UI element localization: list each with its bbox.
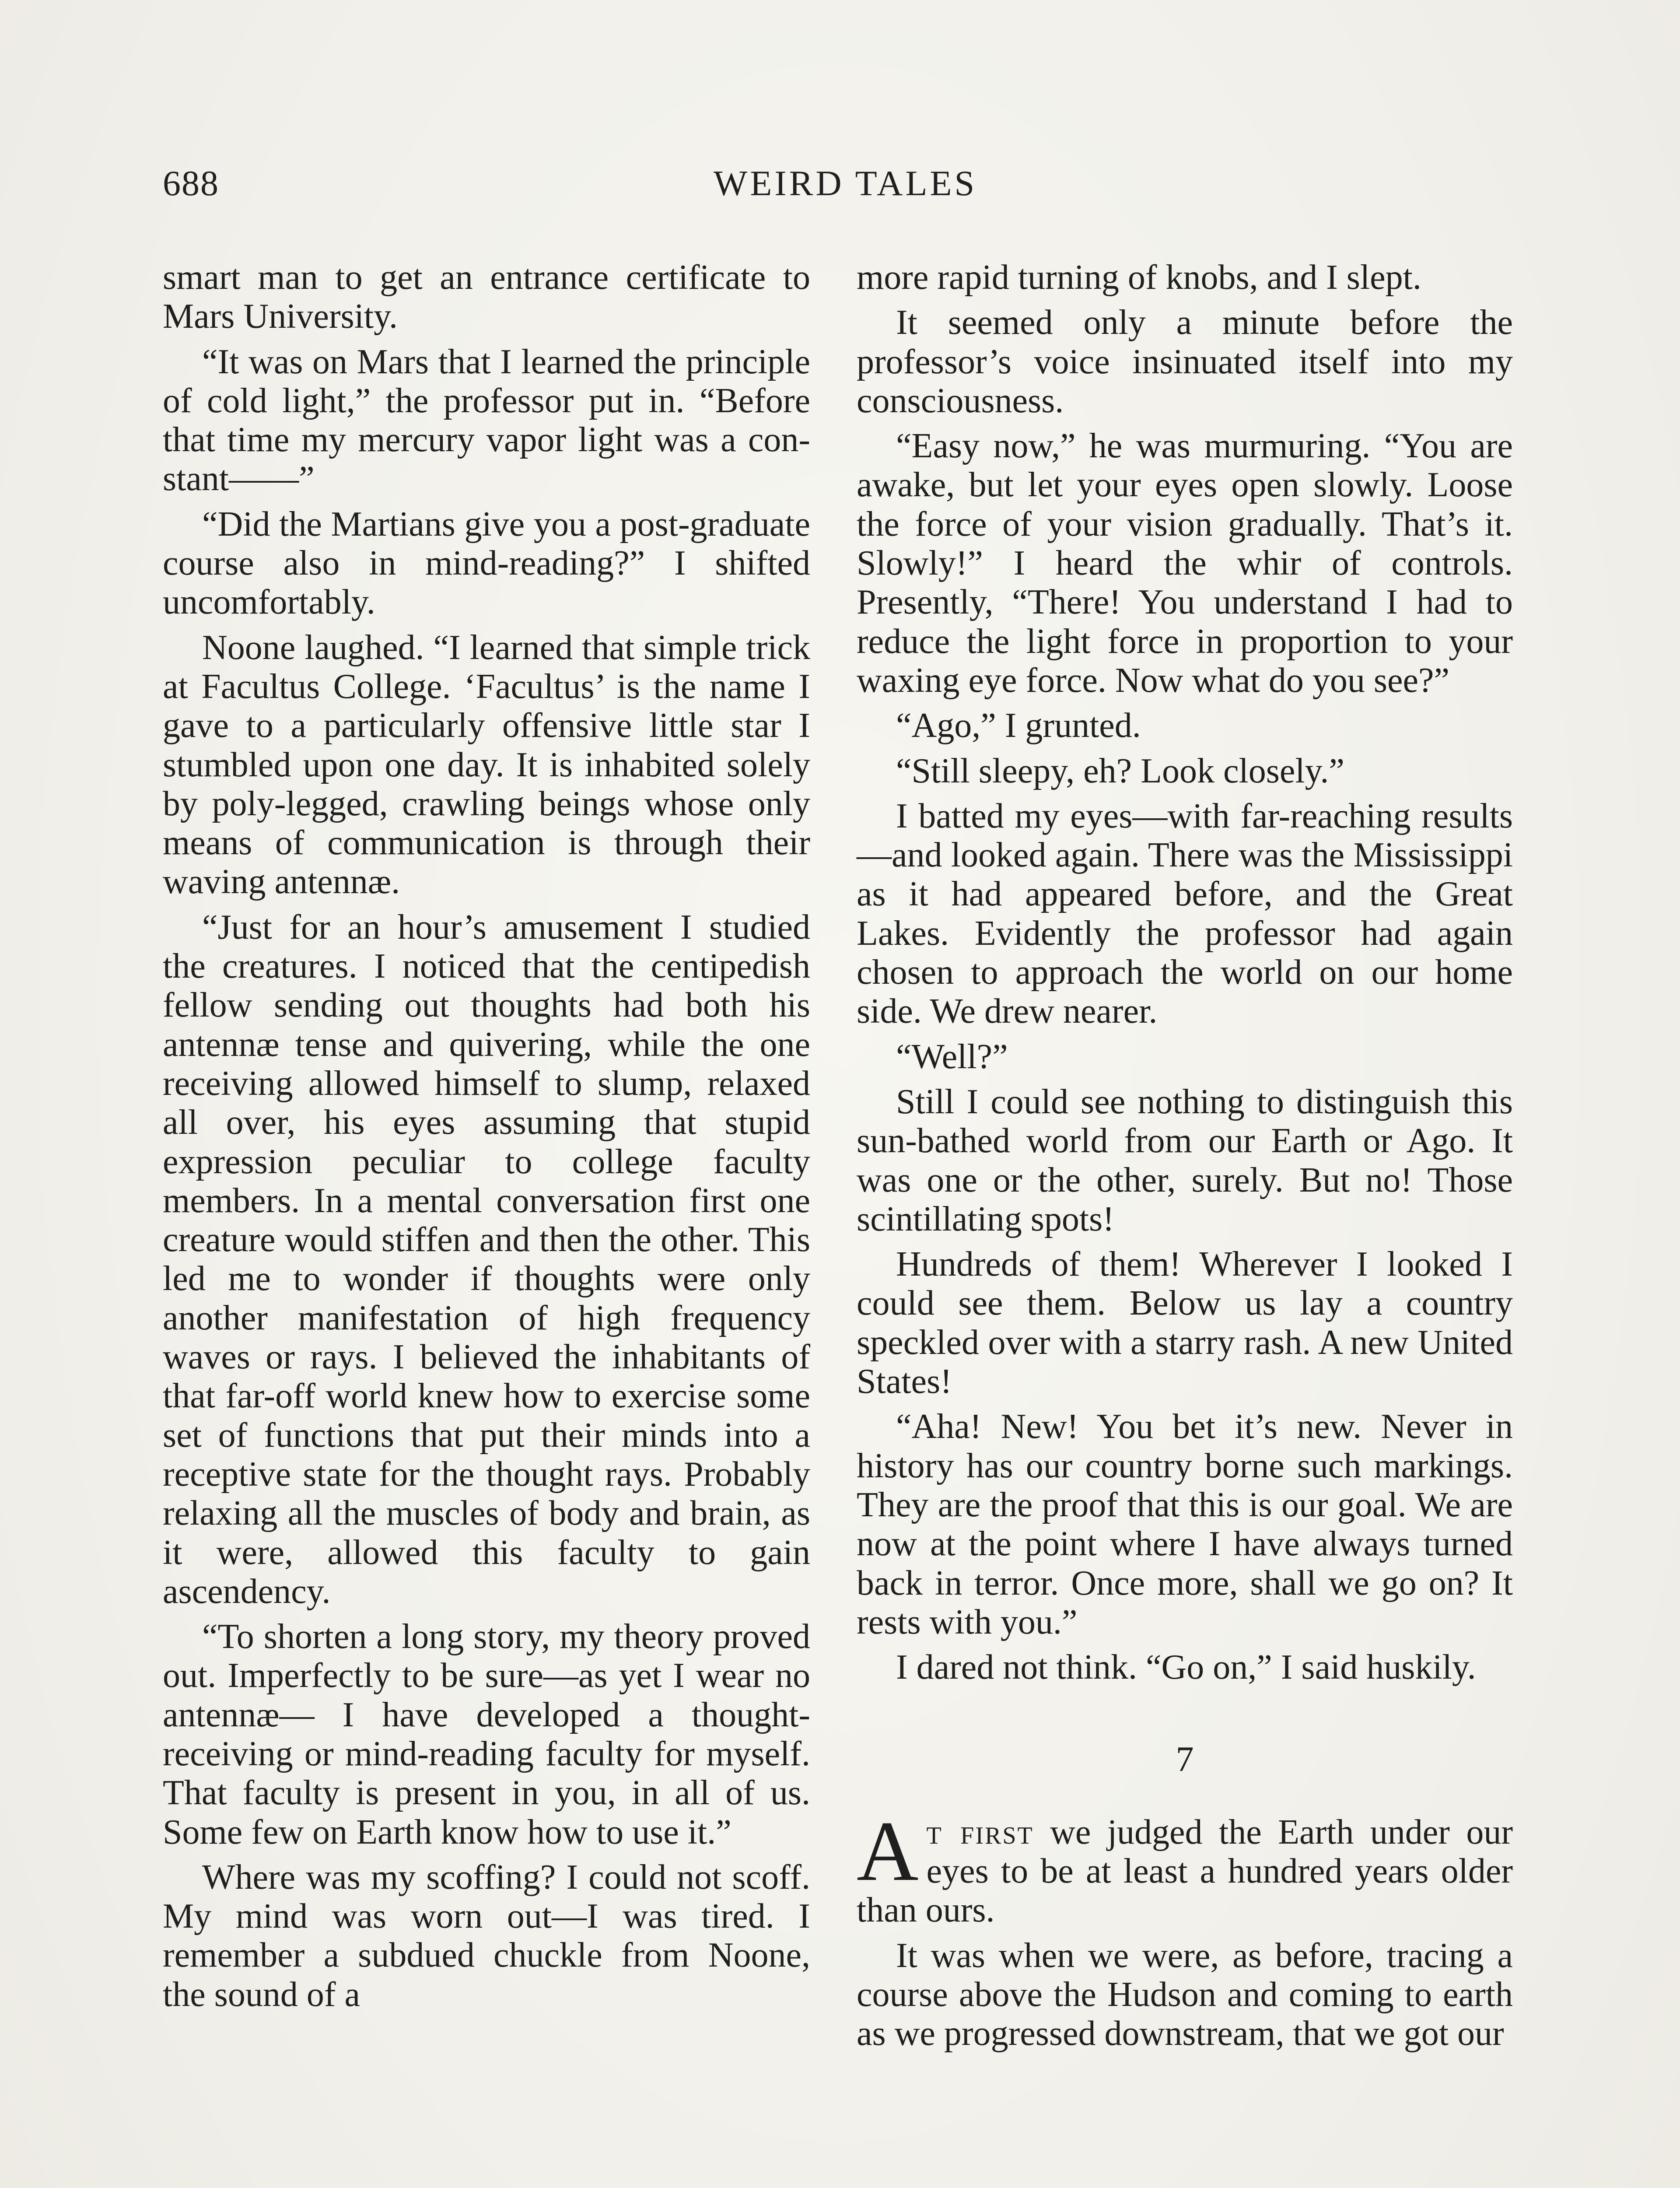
opening-text: we judged the Earth under our eyes to be at least a hundred years older than ours. (857, 1813, 1513, 1930)
left-column (163, 258, 810, 2020)
drop-cap: A (857, 1803, 919, 1899)
small-caps-lead: t first (926, 1813, 1034, 1851)
paragraph: Where was my scoffing? I could not scoff. My mind was worn out—I was tired. I remember a subdued chuckle from Noone, the sound of a (163, 1858, 810, 2014)
section-number: 7 (1176, 1739, 1194, 1779)
paragraph: Still I could see nothing to distinguish this sun-bathed world from our Earth or Ago. It was one or the other, surely. But no! Those scintillating spots! (857, 1082, 1513, 1238)
paragraph: “Easy now,” he was murmuring. “You are awake, but let your eyes open slowly. Loose the force of your vision gradually. That’s it. Slowly!” I heard the whir of controls. Presently, “There! You understand I had to reduce the light force in proportion to your waxing eye force. Now what do you see?” (857, 427, 1513, 700)
paragraph: “To shorten a long story, my theory proved out. Imperfectly to be sure—as yet I wear no antennæ— I have developed a thought-receiving or mind-reading faculty for myself. That faculty is present in you, in all of us. Some few on Earth know how to use it.” (163, 1617, 810, 1851)
paragraph: It seemed only a minute before the professor’s voice insinuated itself into my consciousness. (857, 303, 1513, 420)
section-opening-paragraph (857, 1803, 1513, 1930)
right-column (857, 258, 1513, 2059)
paragraph: “Still sleepy, eh? Look closely.” (896, 751, 1344, 790)
paragraph: “It was on Mars that I learned the principle of cold light,” the professor put in. “Before that time my mercury vapor light was a constant——” (163, 342, 810, 498)
paragraph: “Aha! New! You bet it’s new. Never in history has our country borne such markings. They are the proof that this is our goal. We are now at the point where I have always turned back in terror. Once more, shall we go on? It rests with you.” (857, 1407, 1513, 1641)
paragraph: smart man to get an entrance certificate to Mars University. (163, 258, 810, 336)
paragraph: Noone laughed. “I learned that simple trick at Facultus College. ‘Facultus’ is the name I gave to a particularly offensive little star I stumbled upon one day. It is inhabited solely by poly-legged, crawling beings whose only means of communication is through their waving antennæ. (163, 628, 810, 901)
paragraph: “Ago,” I grunted. (896, 706, 1141, 745)
running-title: WEIRD TALES (713, 163, 977, 203)
paragraph: “Just for an hour’s amusement I studied the creatures. I noticed that the centipedish fellow sending out thoughts had both his antennæ tense and quivering, while the one receiving allowed himself to slump, relaxed all over, his eyes assuming that stupid expression peculiar to college faculty members. In a mental conversation first one creature would stiffen and then the other. This led me to wonder if thoughts were only another manifestation of high frequency waves or rays. I believed the inhabitants of that far-off world knew how to exercise some set of functions that put their minds into a receptive state for the thought rays. Probably relaxing all the muscles of body and brain, as it were, allowed this faculty to gain ascendency. (163, 908, 810, 1611)
paragraph: Hundreds of them! Wherever I looked I could see them. Below us lay a country speckled over with a starry rash. A new United States! (857, 1245, 1513, 1401)
paragraph: It was when we were, as before, tracing a course above the Hudson and coming to earth as we progressed downstream, that we got our (857, 1936, 1513, 2053)
paragraph: “Well?” (896, 1037, 1008, 1076)
paragraph: “Did the Martians give you a post-graduate course also in mind-reading?” I shifted uncomfortably. (163, 505, 810, 622)
paragraph: more rapid turning of knobs, and I slept. (857, 258, 1421, 297)
paragraph: I batted my eyes—with far-reaching results—and looked again. There was the Mississippi as it had appeared before, and the Great Lakes. Evidently the professor had again chosen to approach the world on our home side. We drew nearer. (857, 796, 1513, 1031)
page-header (163, 163, 1528, 211)
paragraph: I dared not think. “Go on,” I said huskily. (896, 1648, 1476, 1687)
page-number: 688 (163, 163, 219, 203)
